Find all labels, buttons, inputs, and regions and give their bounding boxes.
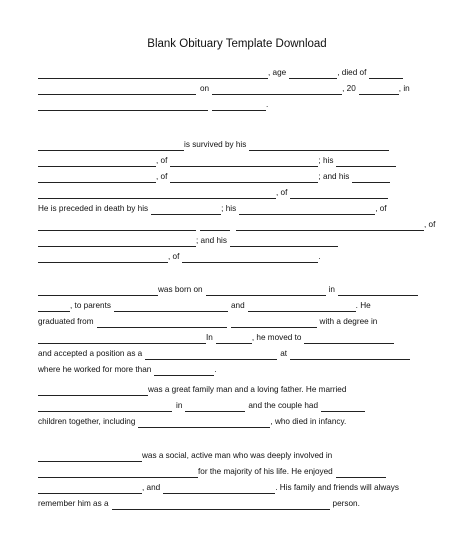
school-blank[interactable]	[97, 317, 227, 328]
blank[interactable]	[170, 172, 318, 183]
year-blank[interactable]	[216, 333, 252, 344]
date-blank[interactable]	[212, 84, 342, 95]
form-line: where he worked for more than .	[38, 365, 217, 374]
form-line: and accepted a position as a at	[38, 347, 438, 360]
age-blank[interactable]	[289, 68, 337, 79]
blank[interactable]	[236, 220, 424, 231]
name-blank[interactable]	[38, 68, 268, 79]
form-line: is survived by his	[38, 138, 438, 151]
name-blank[interactable]	[38, 140, 184, 151]
cause-blank[interactable]	[369, 68, 403, 79]
position-blank[interactable]	[145, 349, 277, 360]
blank[interactable]	[38, 156, 156, 167]
form-line: was born on in	[38, 283, 438, 296]
blank[interactable]	[38, 301, 70, 312]
form-line: on , 20 , in	[38, 82, 438, 95]
form-line: , of ; and his	[38, 170, 438, 183]
form-line: .	[38, 98, 438, 111]
form-line: He is preceded in death by his ; his , of	[38, 204, 387, 213]
page-title: Blank Obituary Template Download	[147, 38, 327, 50]
years-blank[interactable]	[154, 365, 214, 376]
blank[interactable]	[38, 172, 156, 183]
form-line: in and the couple had	[38, 399, 438, 412]
blank[interactable]	[170, 156, 318, 167]
hobby-blank[interactable]	[38, 483, 142, 494]
form-line: , of	[38, 218, 438, 231]
name-blank[interactable]	[38, 385, 148, 396]
activity-blank[interactable]	[38, 467, 198, 478]
employer-blank[interactable]	[290, 349, 410, 360]
year-blank[interactable]	[359, 84, 399, 95]
form-line: , of	[38, 186, 438, 199]
blank[interactable]	[239, 204, 375, 215]
form-line: children together, including , who died in infancy.	[38, 417, 347, 426]
blank[interactable]	[230, 236, 338, 247]
blank[interactable]	[212, 100, 266, 111]
blank[interactable]	[151, 204, 221, 215]
blank[interactable]	[352, 172, 390, 183]
blank[interactable]	[336, 156, 396, 167]
form-line: for the majority of his life. He enjoyed	[38, 465, 438, 478]
degree-blank[interactable]	[38, 333, 206, 344]
birth-date-blank[interactable]	[206, 285, 326, 296]
parent-blank[interactable]	[114, 301, 228, 312]
form-line: , of ; his	[38, 154, 438, 167]
form-line: remember him as a person.	[38, 499, 360, 508]
blank[interactable]	[38, 220, 196, 231]
form-line: graduated from with a degree in	[38, 317, 378, 326]
children-count-blank[interactable]	[321, 401, 365, 412]
form-line: In , he moved to	[38, 331, 438, 344]
name-blank[interactable]	[38, 451, 142, 462]
blank[interactable]	[200, 220, 230, 231]
blank[interactable]	[290, 188, 388, 199]
blank[interactable]	[231, 317, 317, 328]
year-blank[interactable]	[185, 401, 245, 412]
form-line: was a great family man and a loving father. He married	[38, 383, 438, 396]
spouse-blank[interactable]	[38, 401, 172, 412]
form-line: was a social, active man who was deeply involved in	[38, 449, 438, 462]
description-blank[interactable]	[112, 499, 330, 510]
city-blank[interactable]	[304, 333, 394, 344]
blank[interactable]	[182, 252, 318, 263]
blank[interactable]	[38, 84, 196, 95]
blank[interactable]	[38, 100, 208, 111]
blank[interactable]	[38, 236, 196, 247]
hobby-blank[interactable]	[163, 483, 275, 494]
form-line: , and . His family and friends will always	[38, 481, 438, 494]
form-line: , of .	[38, 250, 438, 263]
form-line: , to parents and . He	[38, 299, 438, 312]
name-blank[interactable]	[38, 285, 158, 296]
form-line: , age , died of	[38, 66, 438, 79]
birthplace-blank[interactable]	[338, 285, 418, 296]
form-line: ; and his	[38, 234, 438, 247]
hobby-blank[interactable]	[336, 467, 386, 478]
blank[interactable]	[38, 188, 276, 199]
children-blank[interactable]	[138, 417, 270, 428]
parent-blank[interactable]	[248, 301, 356, 312]
blank[interactable]	[249, 140, 389, 151]
blank[interactable]	[38, 252, 168, 263]
